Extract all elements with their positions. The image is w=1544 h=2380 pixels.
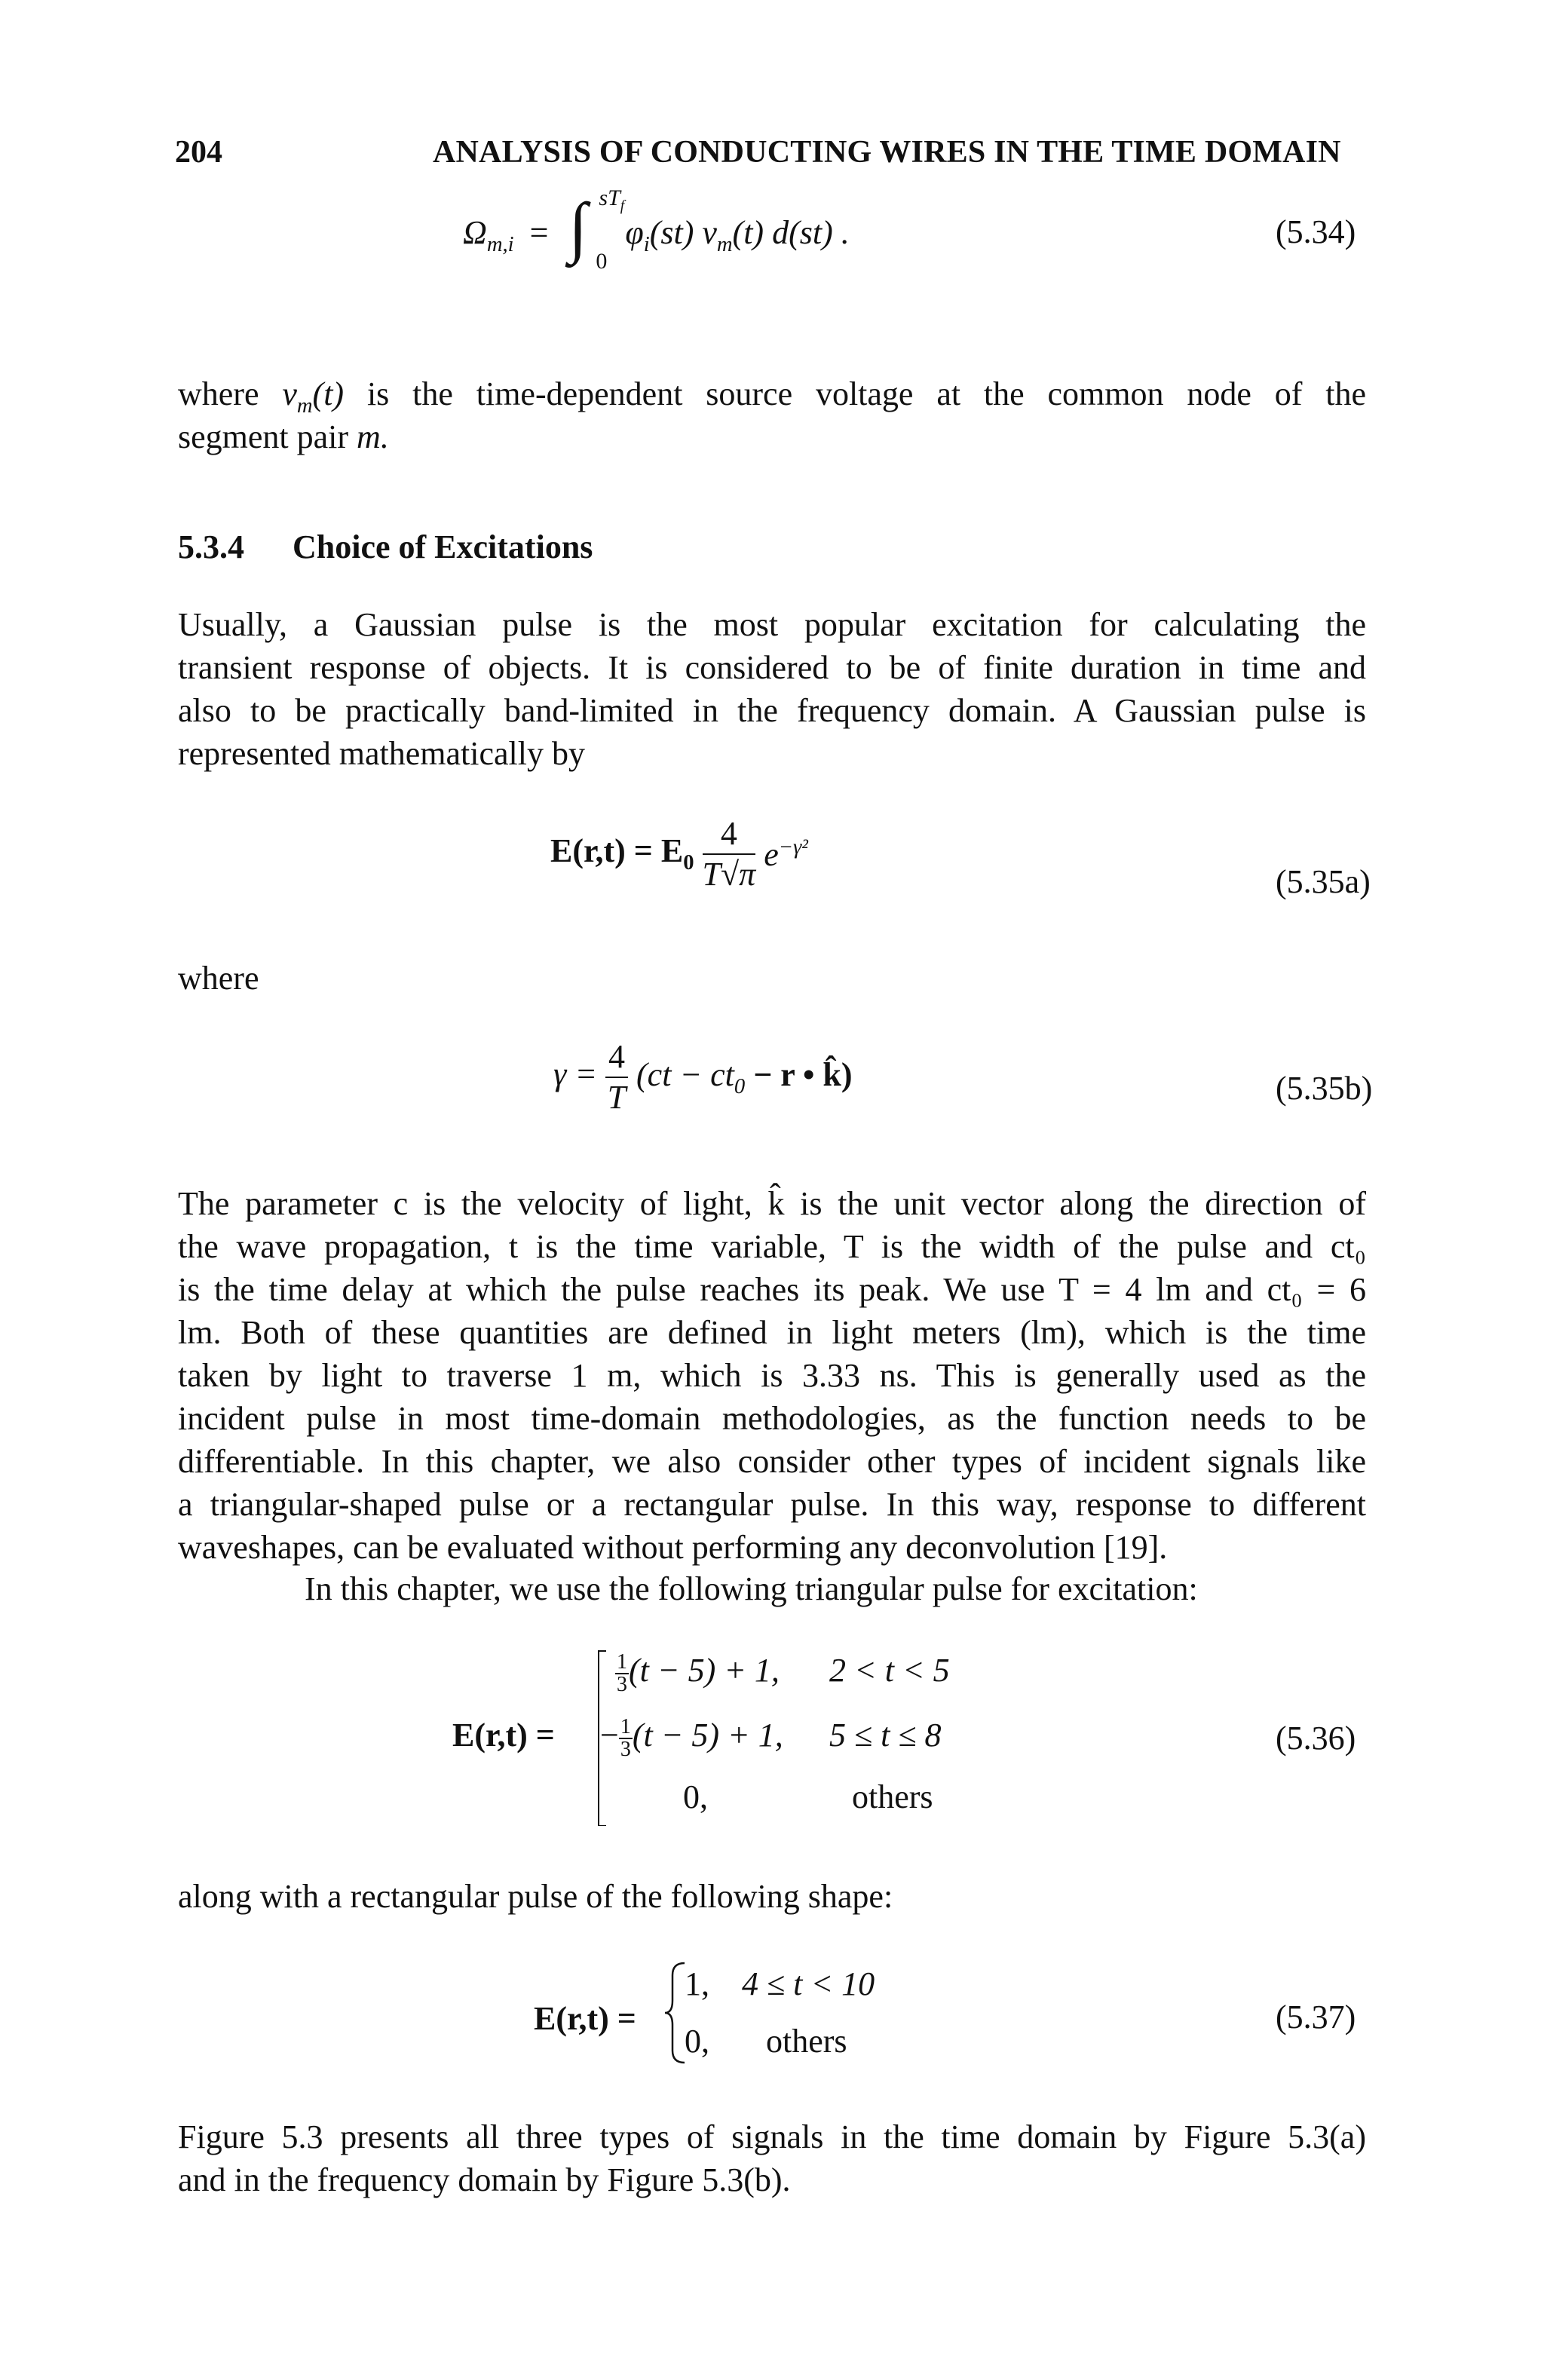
p3-line3: is the time delay at which the pulse reaches its peak. We use T = 4 lm and ct₀ = 6 bbox=[178, 1271, 1366, 1308]
p1-line2: segment pair m. bbox=[178, 418, 389, 455]
eq536-lhs: E(r,t) = bbox=[452, 1717, 555, 1754]
integral-sign: ∫ $sT_f$ 0 bbox=[568, 185, 625, 274]
equation-5-35b: γ = $\frac{4}{T}$ ($ct - ct_0 - r$ • k̂) bbox=[553, 1038, 853, 1116]
equation-5-36 bbox=[452, 1643, 995, 1832]
p2-line1: Usually, a Gaussian pulse is the most popular excitation for calculating the bbox=[178, 606, 1366, 643]
paragraph-gaussian-intro bbox=[178, 603, 1366, 775]
eq536-row3: 0, bbox=[683, 1778, 708, 1815]
p6-line1: Figure 5.3 presents all three types of signals in the time domain by Figure 5.3(a) bbox=[178, 2118, 1366, 2155]
equation-5-37 bbox=[534, 1959, 926, 2072]
eq534-integrand: $\varphi_i(st)$ $v_m(t)$ d(st) . bbox=[625, 214, 850, 256]
p2-line3: also to be practically band-limited in the frequency domain. A Gaussian pulse is bbox=[178, 692, 1366, 729]
running-title: ANALYSIS OF CONDUCTING WIRES IN THE TIME DOMAIN bbox=[433, 135, 1341, 170]
section-title: Choice of Excitations bbox=[293, 528, 593, 565]
equation-5-35a: $E(r,t) = E_0$ $\frac{4}{T√\pi}$ $e^{-\gamma^2}$ bbox=[550, 815, 808, 893]
p6-line2: and in the frequency domain by Figure 5.3(b). bbox=[178, 2161, 791, 2198]
section-number: 5.3.4 bbox=[178, 528, 244, 565]
eq536-row2-cond: 5 ≤ t ≤ 8 bbox=[829, 1717, 942, 1754]
paragraph-triangular-intro: In this chapter, we use the following triangular pulse for excitation: bbox=[305, 1570, 1198, 1607]
eq536-row1: $\frac{1}{3}$ (t − 5) + 1, bbox=[617, 1649, 780, 1696]
p3-line8: a triangular-shaped pulse or a rectangular pulse. In this way, response to different bbox=[178, 1486, 1366, 1523]
eq537-row1: 1, bbox=[685, 1965, 709, 2002]
p3-line4: lm. Both of these quantities are defined in light meters (lm), which is the time bbox=[178, 1314, 1366, 1351]
section-heading bbox=[178, 528, 593, 566]
eq537-lhs: E(r,t) = bbox=[534, 2000, 636, 2037]
equation-5-34: $\Omega_{m,i}$ = ∫ $sT_f$ 0 $\varphi_i(st)$ $v_m(t)$ d(st) . bbox=[463, 185, 850, 274]
p1-line1: where $v_m(t)$ is the time-dependent source voltage at the common node of the bbox=[178, 375, 1366, 418]
eq536-row3-cond: others bbox=[852, 1778, 933, 1815]
eq536-number: (5.36) bbox=[1276, 1720, 1356, 1757]
paragraph-source-voltage bbox=[178, 372, 1366, 458]
eq537-row2: 0, bbox=[685, 2023, 709, 2060]
eq536-row1-cond: 2 < t < 5 bbox=[829, 1652, 950, 1689]
p3-line9: waveshapes, can be evaluated without performing any deconvolution [19]. bbox=[178, 1529, 1168, 1566]
eq535a-fraction: $\frac{4}{T√\pi}$ bbox=[702, 815, 756, 893]
eq537-number: (5.37) bbox=[1276, 1999, 1356, 2035]
eq536-row2: − $\frac{1}{3}$ (t − 5) + 1, bbox=[600, 1714, 783, 1761]
p3-line1: The parameter c is the velocity of light, k̂ is the unit vector along the direction of bbox=[178, 1185, 1366, 1222]
eq535a-number: (5.35a) bbox=[1276, 863, 1371, 900]
eq535b-number: (5.35b) bbox=[1276, 1070, 1373, 1107]
p3-line6: incident pulse in most time-domain methodologies, as the function needs to be bbox=[178, 1400, 1366, 1437]
eq534-lhs: $\Omega_{m,i}$ bbox=[463, 214, 514, 256]
eq537-row1-cond: 4 ≤ t < 10 bbox=[742, 1965, 875, 2002]
eq534-number: (5.34) bbox=[1276, 213, 1356, 250]
p3-line7: differentiable. In this chapter, we also consider other types of incident signals like bbox=[178, 1443, 1366, 1480]
paragraph-rectangular-intro: along with a rectangular pulse of the following shape: bbox=[178, 1878, 893, 1915]
where-label: where bbox=[178, 960, 259, 997]
p3-line2: the wave propagation, t is the time variable, T is the width of the pulse and ct₀ bbox=[178, 1228, 1366, 1265]
paragraph-parameters bbox=[178, 1182, 1366, 1569]
eq537-row2-cond: others bbox=[766, 2023, 847, 2060]
page-number: 204 bbox=[175, 135, 222, 170]
p3-line5: taken by light to traverse 1 m, which is 3.33 ns. This is generally used as the bbox=[178, 1357, 1366, 1394]
p2-line2: transient response of objects. It is considered to be of finite duration in time and bbox=[178, 649, 1366, 686]
paragraph-figure-reference bbox=[178, 2115, 1366, 2201]
p2-line4: represented mathematically by bbox=[178, 735, 585, 772]
eq535b-fraction: $\frac{4}{T}$ bbox=[605, 1037, 628, 1117]
